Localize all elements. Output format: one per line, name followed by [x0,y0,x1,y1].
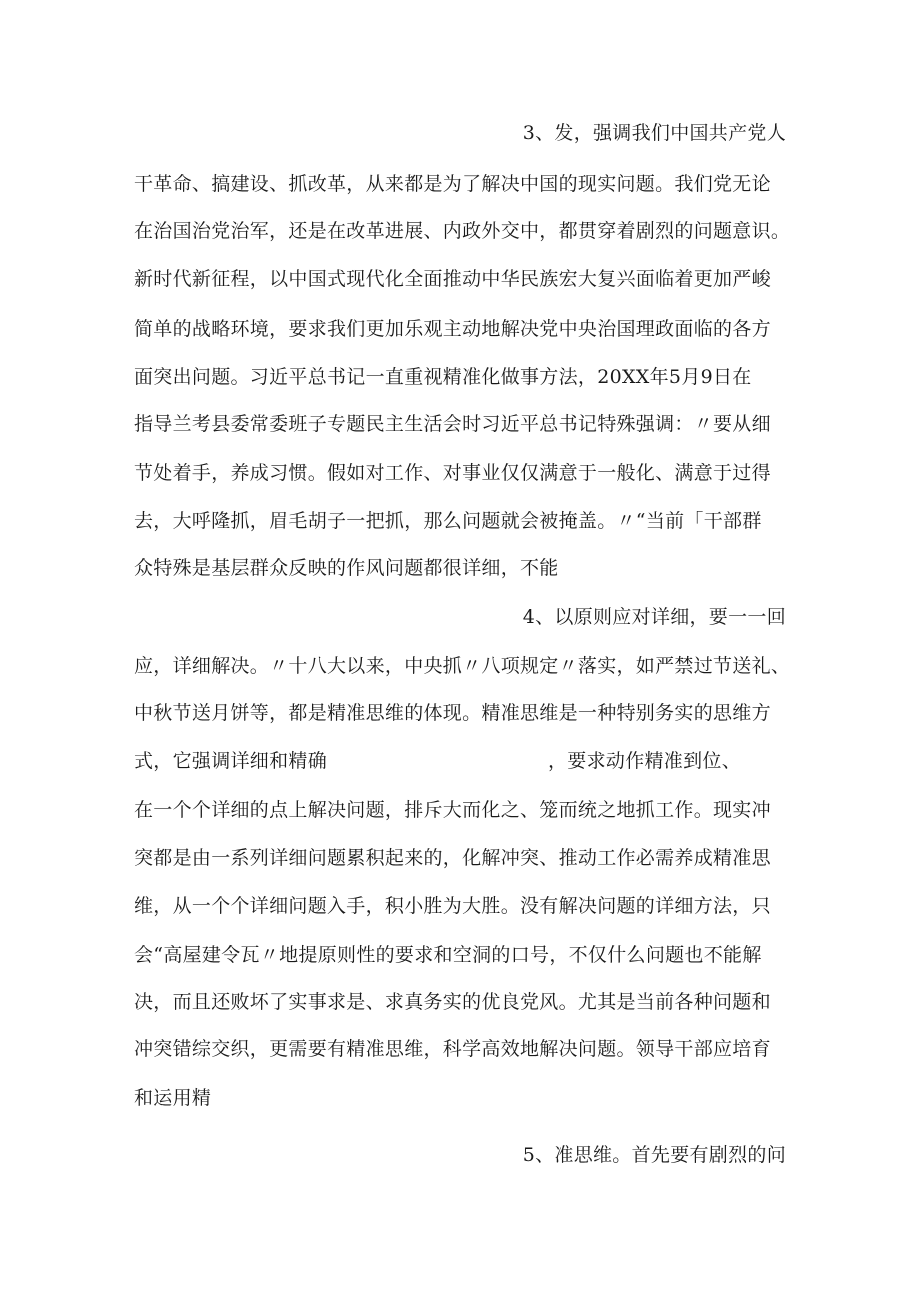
paragraph-line: 决，而且还败坏了实事求是、求真务实的优良党风。尤其是当前各种问题和 [134,991,771,1013]
paragraph-line: 新时代新征程，以中国式现代化全面推动中华民族宏大复兴面临着更加严峻 [134,268,771,290]
paragraph-line: 应，详细解决。〃十八大以来，中央抓〃八项规定〃落实，如严禁过节送礼、 [134,655,791,677]
paragraph-line: 中秋节送月饼等，都是精准思维的体现。精准思维是一种特别务实的思维方 [134,702,771,724]
paragraph-line: 面突出问题。习近平总书记一直重视精准化做事方法，20XX年5月9日在 [134,366,752,388]
paragraph-line: 会“高屋建令瓦〃地提原则性的要求和空洞的口号，不仅什么问题也不能解 [134,944,762,966]
section-5-heading: 5、准思维。首先要有剧烈的问 [522,1144,786,1166]
paragraph-line: 维，从一个个详细问题入手，积小胜为大胜。没有解决问题的详细方法，只 [134,895,771,917]
paragraph-line: 节处着手，养成习惯。假如对工作、对事业仅仅满意于一般化、满意于过得 [134,462,771,484]
paragraph-line-fragment: ，要求动作精准到位、 [548,750,742,772]
section-3-heading: 3、发，强调我们中国共产党人 [522,122,786,144]
paragraph-line: 冲突错综交织，更需要有精准思维，科学高效地解决问题。领导干部应培育 [134,1038,771,1060]
paragraph-line: 指导兰考县委常委班子专题民主生活会时习近平总书记特殊强调：〃要从细 [134,413,771,435]
paragraph-line: 干革命、搞建设、抓改革，从来都是为了解决中国的现实问题。我们党无论 [134,173,771,195]
paragraph-line: 突都是由一系列详细问题累积起来的，化解冲突、推动工作必需养成精准思 [134,847,771,869]
section-4-heading: 4、以原则应对详细，要一一回 [522,606,786,628]
paragraph-line: 和运用精 [134,1087,212,1109]
paragraph-line: 式，它强调详细和精确 [134,750,328,772]
paragraph-line: 众特殊是基层群众反映的作风问题都很详细，不能 [134,557,559,579]
paragraph-line: 去，大呼隆抓，眉毛胡子一把抓，那么问题就会被掩盖。〃“当前「干部群 [134,510,762,532]
paragraph-line: 简单的战略环境，要求我们更加乐观主动地解决党中央治国理政面临的各方 [134,318,771,340]
paragraph-line: 在一个个详细的点上解决问题，排斥大而化之、笼而统之地抓工作。现实冲 [134,799,771,821]
paragraph-line: 在治国治党治军，还是在改革进展、内政外交中，都贯穿着剧烈的问题意识。 [134,220,791,242]
